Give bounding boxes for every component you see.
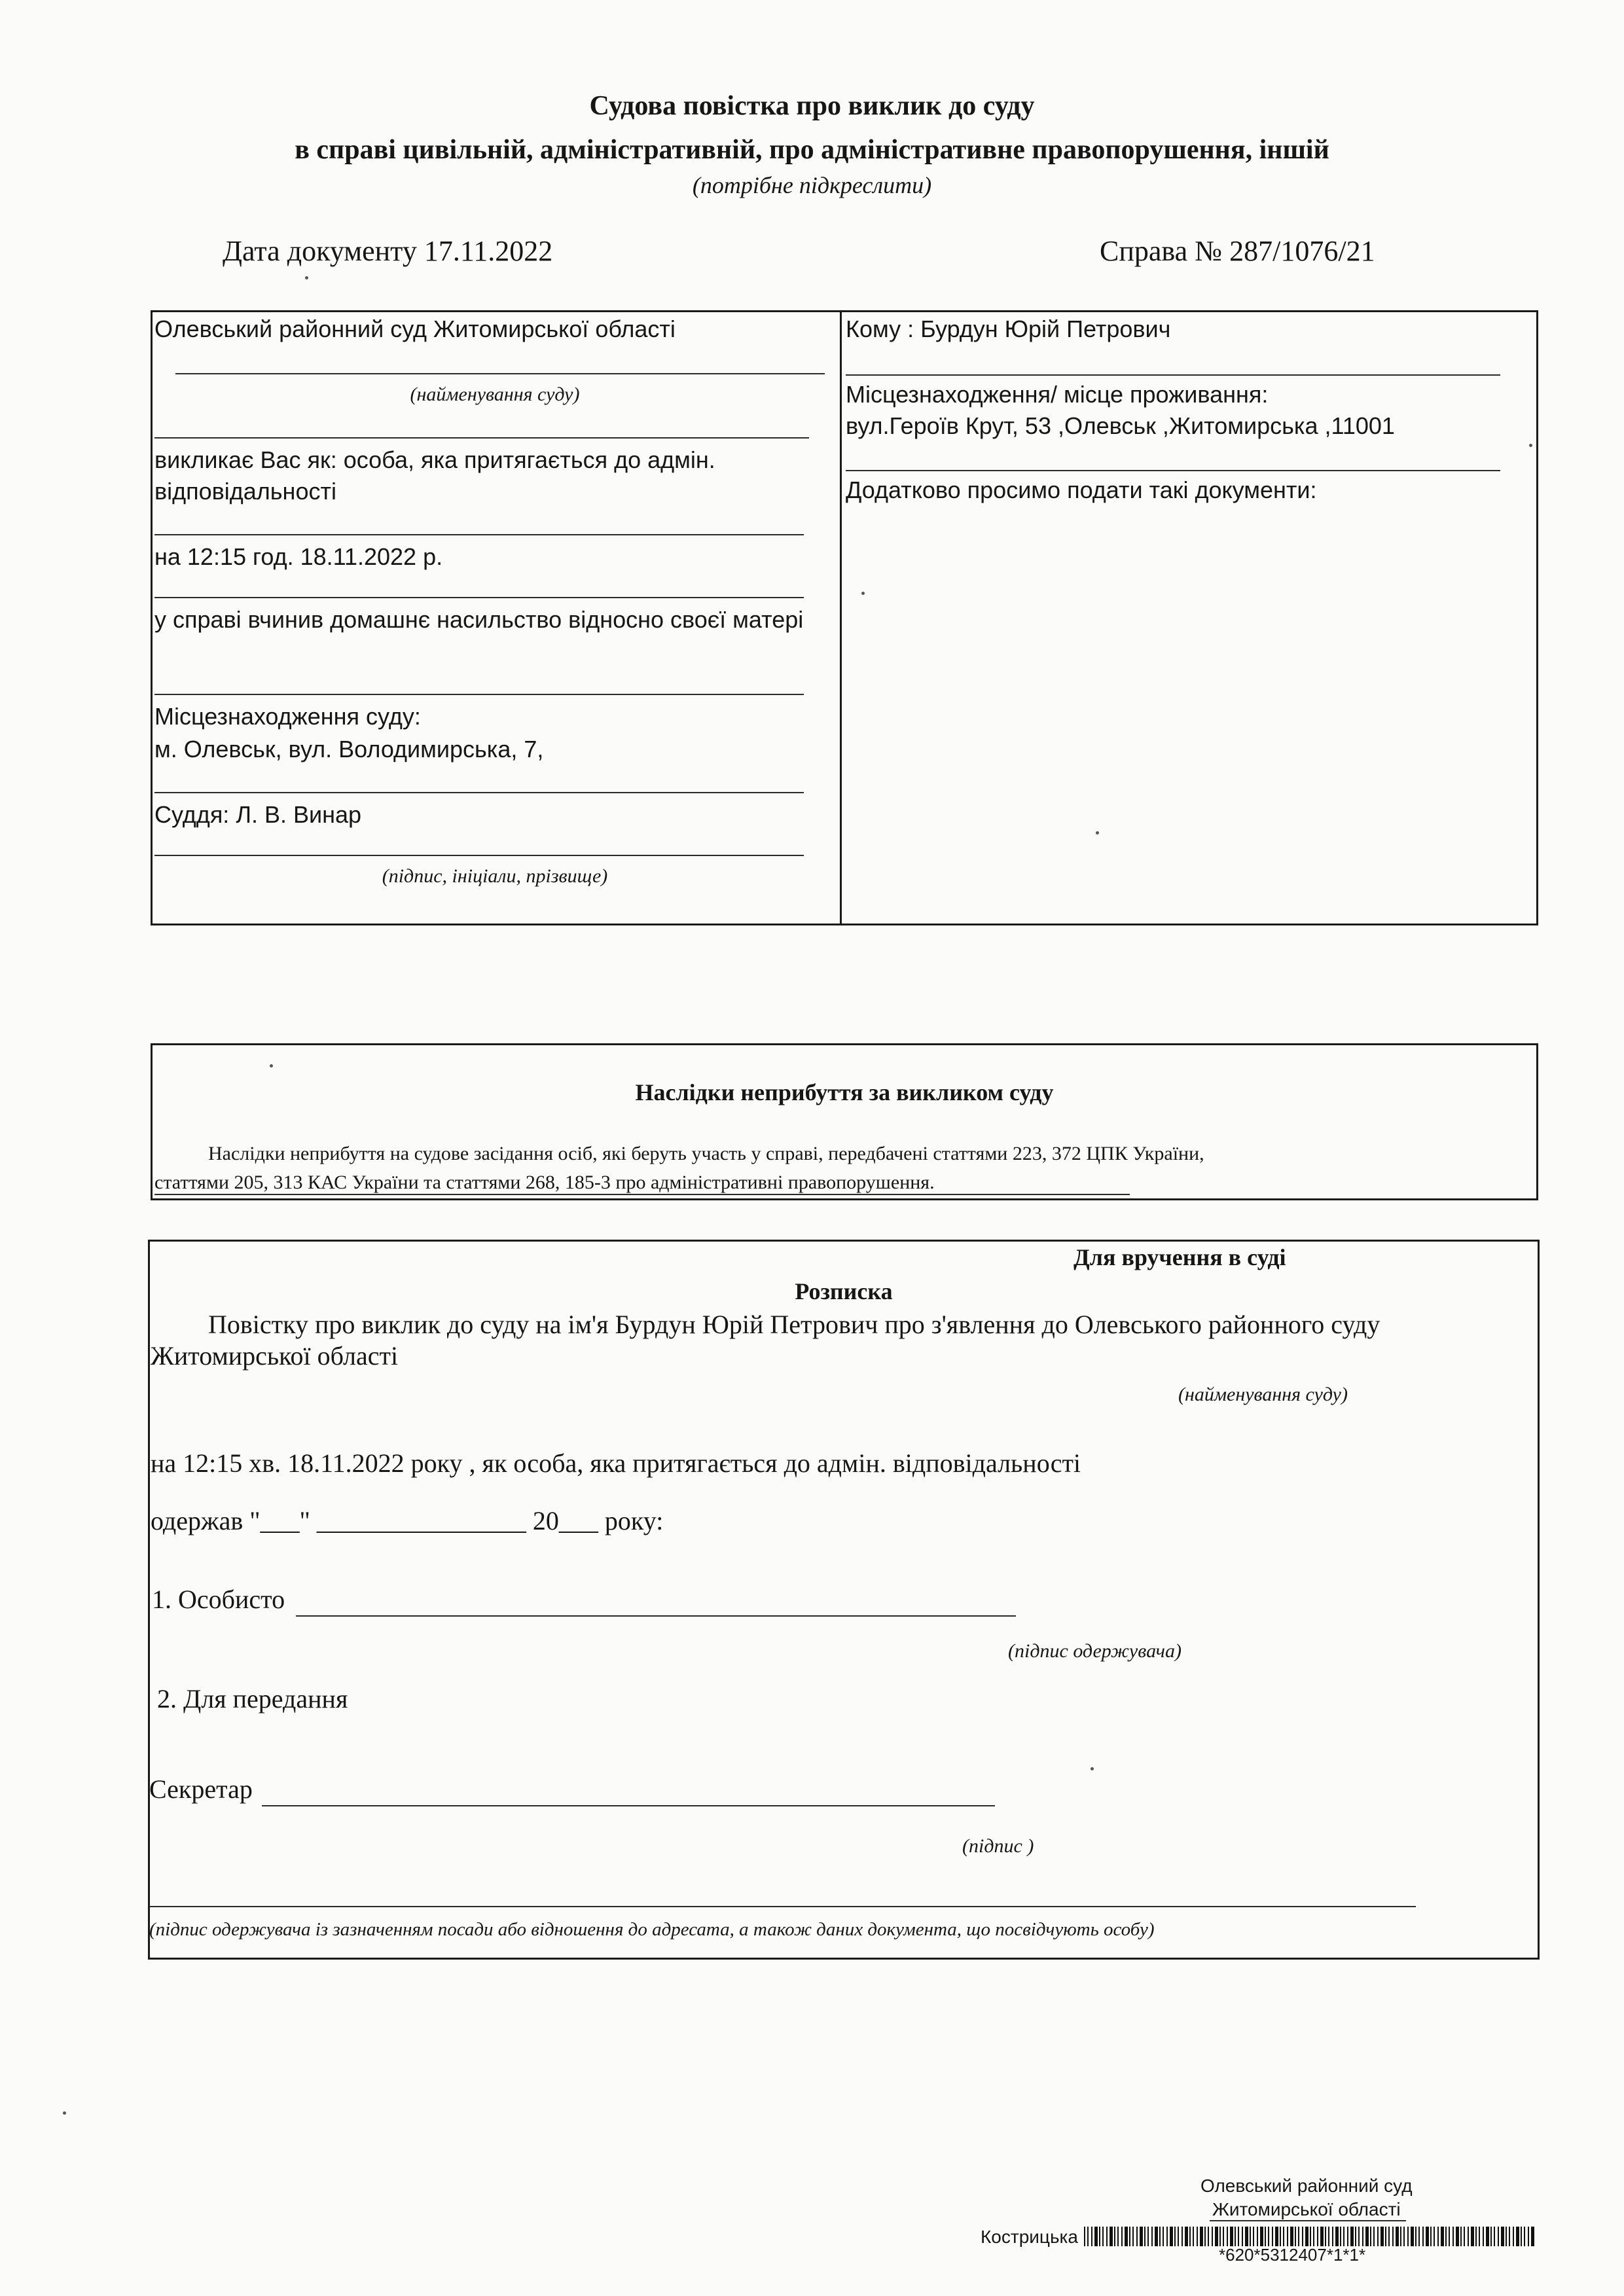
barcode-bar — [1091, 2227, 1092, 2246]
barcode-bar — [1272, 2227, 1273, 2246]
barcode-bar — [1434, 2227, 1435, 2246]
barcode-bar — [1313, 2227, 1314, 2246]
barcode-bar — [1486, 2227, 1489, 2246]
barcode-bar — [1343, 2227, 1344, 2246]
barcode-bar — [1365, 2227, 1369, 2246]
court-name-caption: (найменування суду) — [410, 384, 580, 405]
barcode-bar — [1415, 2227, 1416, 2246]
barcode-bar — [1506, 2227, 1507, 2246]
barcode-bar — [1396, 2227, 1399, 2246]
barcode-bar — [1295, 2227, 1296, 2246]
barcode-bar — [1305, 2227, 1308, 2246]
signature-caption: (підпис, ініціали, прізвище) — [382, 865, 608, 887]
summons-line — [154, 534, 804, 535]
barcode-bar — [1265, 2227, 1266, 2246]
barcode-bar — [1388, 2227, 1390, 2246]
for-court-delivery: Для вручення в суді — [1074, 1244, 1286, 1270]
barcode-bar — [1418, 2227, 1420, 2246]
consequences-underline — [154, 1194, 1130, 1195]
case-number: Справа № 287/1076/21 — [1100, 235, 1375, 267]
barcode-bar — [1283, 2227, 1284, 2246]
barcode-bar — [1094, 2227, 1098, 2246]
stamp-line-2: Житомирської області — [1212, 2199, 1401, 2219]
barcode-bar — [1471, 2227, 1474, 2246]
barcode-bar — [1166, 2227, 1168, 2246]
barcode-bar — [1317, 2227, 1318, 2246]
receipt-text-2: Житомирської області — [151, 1341, 399, 1371]
barcode-bar — [1253, 2227, 1254, 2246]
barcode-bar — [1524, 2227, 1525, 2246]
barcode-bar — [1521, 2227, 1522, 2246]
barcode-bar — [1204, 2227, 1206, 2246]
scan-speck — [63, 2111, 66, 2115]
consequences-text-1: Наслідки неприбуття на судове засідання осіб, які беруть участь у справі, передбачені статтями 223, 372 ЦПК України, — [208, 1143, 1204, 1164]
recipient-name: Кому : Бурдун Юрій Петрович — [846, 315, 1171, 342]
barcode-bar — [1445, 2227, 1447, 2246]
court-name: Олевський районний суд Житомирської області — [154, 315, 676, 342]
barcode-bar — [1189, 2227, 1191, 2246]
stamp-line-1: Олевський районний суд — [1200, 2176, 1413, 2196]
received-date-line: одержав "___" ________________ 20___ року: — [151, 1506, 664, 1535]
barcode-bar — [1358, 2227, 1360, 2246]
court-location: м. Олевськ, вул. Володимирська, 7, — [154, 736, 544, 762]
secretary-signature-line — [262, 1805, 995, 1806]
for-transfer-label: 2. Для передання — [157, 1684, 348, 1713]
barcode-bar — [1350, 2227, 1354, 2246]
barcode-bar — [1290, 2227, 1293, 2246]
clerk-name: Кострицька — [981, 2227, 1078, 2247]
barcode-bar — [1212, 2227, 1213, 2246]
barcode-bar — [1498, 2227, 1499, 2246]
barcode-bar — [1182, 2227, 1183, 2246]
barcode-bar — [1355, 2227, 1356, 2246]
receipt-text-1: Повістку про виклик до суду на ім'я Бурдун Юрій Петрович про з'явлення до Олевського районного суду — [208, 1310, 1380, 1339]
barcode-bar — [1223, 2227, 1224, 2246]
caption-line — [154, 437, 809, 439]
barcode-bar — [1163, 2227, 1164, 2246]
barcode-bar — [1528, 2227, 1529, 2246]
judge-signature-line — [154, 855, 804, 856]
consequences-text-2: статтями 205, 313 КАС України та статтями 268, 185-3 про адміністративні правопорушення. — [154, 1172, 935, 1193]
barcode-bar — [1287, 2227, 1288, 2246]
barcode-bar — [1147, 2227, 1149, 2246]
barcode-bar — [1129, 2227, 1130, 2246]
case-subject: у справі вчинив домашнє насильство відносно своєї матері — [154, 606, 804, 633]
barcode-bar — [1280, 2227, 1281, 2246]
barcode-bar — [1453, 2227, 1454, 2246]
barcode-bar — [1392, 2227, 1394, 2246]
receipt-court-caption: (найменування суду) — [1178, 1384, 1348, 1405]
column-divider — [840, 312, 842, 924]
barcode-text: *620*5312407*1*1* — [1219, 2245, 1366, 2265]
barcode-bar — [1380, 2227, 1384, 2246]
scan-speck — [1529, 444, 1532, 447]
barcode-bar — [1159, 2227, 1161, 2246]
barcode-bar — [1219, 2227, 1221, 2246]
barcode-bar — [1426, 2227, 1429, 2246]
hearing-datetime: на 12:15 год. 18.11.2022 р. — [154, 543, 443, 570]
barcode-bar — [1110, 2227, 1113, 2246]
receiver-info-line — [149, 1906, 1416, 1907]
receipt-datetime: на 12:15 хв. 18.11.2022 року , як особа, яка притягається до адмін. відповідальності — [151, 1448, 1081, 1478]
recipient-signature-caption: (підпис одержувача) — [1008, 1640, 1182, 1662]
barcode-bar — [1430, 2227, 1432, 2246]
receipt-title: Розписка — [795, 1278, 893, 1304]
barcode-bar — [1464, 2227, 1465, 2246]
barcode-bar — [1200, 2227, 1203, 2246]
title-line-2: в справі цивільній, адміністративній, про адміністративне правопорушення, іншій — [295, 135, 1329, 165]
barcode-bar — [1310, 2227, 1311, 2246]
barcode-bar — [1490, 2227, 1492, 2246]
barcode-bar — [1531, 2227, 1534, 2246]
barcode-bar — [1084, 2227, 1085, 2246]
barcode-bar — [1106, 2227, 1108, 2246]
barcode-bar — [1193, 2227, 1194, 2246]
consequences-title: Наслідки неприбуття за викликом суду — [635, 1079, 1054, 1105]
address-line — [846, 470, 1500, 471]
barcode-bar — [1178, 2227, 1179, 2246]
barcode-bar — [1140, 2227, 1143, 2246]
scan-speck — [270, 1064, 273, 1067]
barcode-bar — [1257, 2227, 1258, 2246]
barcode-bar — [1298, 2227, 1299, 2246]
barcode-bar — [1362, 2227, 1363, 2246]
document-date: Дата документу 17.11.2022 — [223, 235, 553, 267]
barcode-bar — [1102, 2227, 1104, 2246]
barcode-bar — [1475, 2227, 1477, 2246]
barcode-bar — [1114, 2227, 1115, 2246]
barcode-bar — [1483, 2227, 1484, 2246]
scan-speck — [305, 276, 308, 279]
barcode-bar — [1121, 2227, 1123, 2246]
scan-speck — [1096, 831, 1099, 834]
receipt-footnote: (підпис одержувача із зазначенням посади або відношення до адресата, а також даних документа, що посвідчують особу) — [149, 1919, 1155, 1940]
barcode-bar — [1242, 2227, 1243, 2246]
secretary-label: Секретар — [149, 1774, 253, 1804]
barcode-bar — [1099, 2227, 1100, 2246]
barcode-bar — [1400, 2227, 1401, 2246]
barcode-bar — [1197, 2227, 1198, 2246]
address-label: Місцезнаходження/ місце проживання: — [846, 381, 1269, 408]
barcode-bar — [1335, 2227, 1339, 2246]
barcode-bar — [1320, 2227, 1324, 2246]
location-line — [154, 792, 804, 793]
barcode-bar — [1325, 2227, 1326, 2246]
scan-speck — [861, 592, 865, 595]
barcode-bar — [1117, 2227, 1119, 2246]
barcode-bar — [1407, 2227, 1409, 2246]
scan-speck — [1091, 1767, 1094, 1770]
barcode-bar — [1155, 2227, 1158, 2246]
barcode-bar — [1332, 2227, 1333, 2246]
barcode-bar — [1494, 2227, 1495, 2246]
extra-documents: Додатково просимо подати такі документи: — [846, 476, 1317, 503]
recipient-line — [846, 374, 1500, 376]
barcode-bar — [1136, 2227, 1138, 2246]
barcode-bar — [1132, 2227, 1134, 2246]
barcode-bar — [1347, 2227, 1348, 2246]
summons-as-2: відповідальності — [154, 478, 336, 505]
stamp-underline — [1210, 2220, 1406, 2221]
barcode-bar — [1208, 2227, 1209, 2246]
barcode-bar — [1227, 2227, 1228, 2246]
barcode-bar — [1230, 2227, 1233, 2246]
barcode-bar — [1516, 2227, 1519, 2246]
barcode-bar — [1373, 2227, 1375, 2246]
barcode-bar — [1328, 2227, 1329, 2246]
barcode-bar — [1238, 2227, 1239, 2246]
datetime-line — [154, 597, 804, 598]
judge-name: Суддя: Л. В. Винар — [154, 801, 362, 828]
barcode-bar — [1245, 2227, 1248, 2246]
barcode-bar — [1411, 2227, 1414, 2246]
barcode-bar — [1260, 2227, 1263, 2246]
barcode-bar — [1144, 2227, 1146, 2246]
barcode-bar — [1268, 2227, 1269, 2246]
barcode-bar — [1456, 2227, 1459, 2246]
barcode-bar — [1479, 2227, 1480, 2246]
barcode-bar — [1437, 2227, 1439, 2246]
title-note: (потрібне підкреслити) — [692, 172, 932, 198]
personally-label: 1. Особисто — [152, 1585, 285, 1614]
title-line-1: Судова повістка про виклик до суду — [589, 91, 1035, 121]
barcode-bar — [1340, 2227, 1341, 2246]
barcode-bar — [1250, 2227, 1251, 2246]
personally-signature-line — [296, 1615, 1016, 1617]
barcode-bar — [1509, 2227, 1510, 2246]
subject-line — [154, 694, 804, 695]
barcode-bar — [1370, 2227, 1371, 2246]
barcode-bar — [1377, 2227, 1379, 2246]
barcode-bar — [1385, 2227, 1386, 2246]
barcode-bar — [1235, 2227, 1236, 2246]
barcode-bar — [1302, 2227, 1303, 2246]
barcode-bar — [1275, 2227, 1278, 2246]
barcode-bar — [1468, 2227, 1469, 2246]
barcode-bar — [1185, 2227, 1188, 2246]
court-location-label: Місцезнаходження суду: — [154, 703, 421, 730]
barcode-bar — [1174, 2227, 1176, 2246]
barcode-bar — [1449, 2227, 1450, 2246]
barcode-bar — [1215, 2227, 1218, 2246]
secretary-signature-caption: (підпис ) — [962, 1835, 1034, 1857]
summons-as: викликає Вас як: особа, яка притягається до адмін. — [154, 446, 715, 473]
barcode-bar — [1441, 2227, 1444, 2246]
barcode-bar — [1403, 2227, 1405, 2246]
barcode-bar — [1513, 2227, 1514, 2246]
barcode-bar — [1422, 2227, 1424, 2246]
barcode-bar — [1501, 2227, 1504, 2246]
barcode-bar — [1460, 2227, 1462, 2246]
barcode-bar — [1151, 2227, 1153, 2246]
barcode-bar — [1170, 2227, 1173, 2246]
barcode-bar — [1087, 2227, 1089, 2246]
barcode-bar — [1125, 2227, 1128, 2246]
recipient-address: вул.Героїв Крут, 53 ,Олевськ ,Житомирська ,11001 — [846, 412, 1395, 439]
court-name-line — [175, 373, 825, 374]
